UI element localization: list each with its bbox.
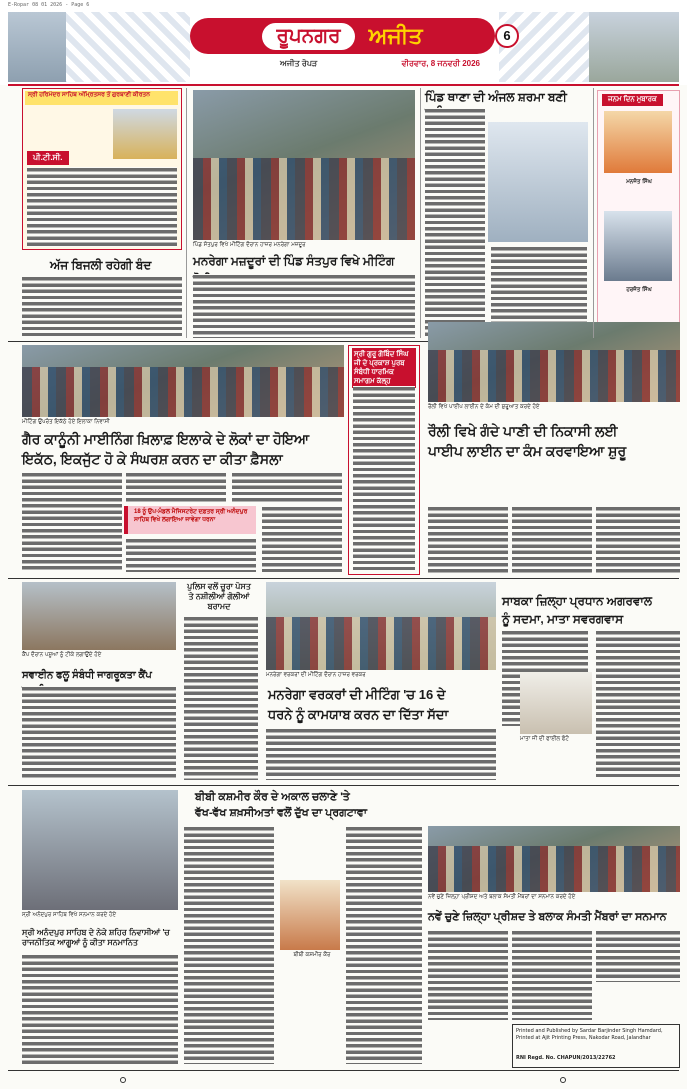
print-info-bar: E-Ropar 08 01 2026 - Page 6 (0, 0, 687, 10)
headline-bibi-kashmir-2: ਵੱਖ-ਵੱਖ ਸ਼ਖ਼ਸੀਅਤਾਂ ਵਲੋਂ ਦੁੱਖ ਦਾ ਪ੍ਰਗਟਾਵਾ (195, 807, 368, 819)
photo-vaccine (22, 582, 176, 650)
body-felicitation (22, 954, 178, 1064)
skyline-image (8, 12, 66, 82)
child-photo-1 (604, 111, 672, 173)
row-divider-2 (8, 578, 679, 579)
imprint-text: Printed and Published by Sardar Barjinder Singh Hamdard, Printed at Ajit Printing Press, Nakodar Road, Jalandhar (516, 1028, 663, 1041)
birthday-title: ਜਨਮ ਦਿਨ ਮੁਬਾਰਕ (602, 94, 663, 106)
col-divider (186, 88, 187, 338)
body-guru-gobind (353, 386, 415, 570)
headline-block-samiti: ਨਵੇਂ ਚੁਣੇ ਜ਼ਿਲ੍ਹਾ ਪ੍ਰੀਸ਼ਦ ਤੇ ਬਲਾਕ ਸੰਮਤੀ ਮੈਂਬਰਾਂ ਦਾ ਸਨਮਾਨ (428, 911, 667, 923)
edition-label: ਅਜੀਤ ਰੋਪੜ (280, 59, 318, 68)
ad-title: ਸ੍ਰੀ ਹਰਿਮੰਦਰ ਸਾਹਿਬ ਅੰਮ੍ਰਿਤਸਰ ਤੋਂ ਗੁਰਬਾਣੀ ਕੀਰਤਨ (25, 91, 178, 105)
imprint-box (512, 1024, 680, 1068)
headline-obituary-2: ਨੂੰ ਸਦਮਾ, ਮਾਤਾ ਸਵਰਗਵਾਸ (502, 612, 624, 626)
headline-guru-gobind: ਸ੍ਰੀ ਗੁਰੂ ਗੋਬਿੰਦ ਸਿੰਘ ਜੀ ਦੇ ਪ੍ਰਕਾਸ਼ ਪੁਰਬ ਸੰਬੰਧੀ ਧਾਰਮਿਕ ਸਮਾਗਮ ਕੱਲ੍ਹ (352, 348, 416, 388)
caption-mining: ਮੀਟਿੰਗ ਉਪਰੰਤ ਇਕੱਠੇ ਹੋਏ ਇਲਾਕਾ ਨਿਵਾਸੀ (22, 419, 110, 425)
body-bibi-col2 (346, 826, 422, 1064)
body-pilot-col1 (425, 108, 485, 338)
registration-mark (120, 1077, 126, 1083)
photo-drain-pipe (428, 322, 680, 402)
headline-mgnrega-dharna-1: ਮਨਰੇਗਾ ਵਰਕਰਾਂ ਦੀ ਮੀਟਿੰਗ 'ਚ 16 ਦੇ (268, 687, 446, 702)
headline-drain-2: ਪਾਈਪ ਲਾਈਨ ਦਾ ਕੰਮ ਕਰਵਾਇਆ ਸ਼ੁਰੂ (428, 443, 627, 459)
body-power-cut (22, 276, 182, 336)
photo-felicitation (22, 790, 178, 910)
child-name-1: ਮਨਜੋਤ ਸਿੰਘ (626, 179, 652, 185)
title-banner (190, 18, 495, 54)
caption-drain-pipe: ਰੌਲੀ ਵਿਖੇ ਪਾਈਪ ਲਾਈਨ ਦੇ ਕੰਮ ਦੀ ਸ਼ੁਰੂਆਤ ਕਰਦੇ ਹੋਏ (428, 404, 540, 410)
headline-pilot: ਪਿੰਡ ਥਾਣਾ ਦੀ ਅੰਜਲ ਸ਼ਰਮਾ ਬਣੀ (425, 90, 567, 104)
photo-mgnrega-dharna (266, 582, 496, 670)
bottom-rule (8, 1070, 679, 1071)
masthead-rule (8, 84, 679, 86)
ptc-ad-box (22, 88, 182, 250)
photo-mgnrega-santpur (193, 90, 415, 240)
body-police (184, 616, 258, 780)
body-drain-col2 (512, 506, 592, 574)
col-divider (593, 88, 594, 338)
guru-gobind-box (348, 345, 420, 575)
headline-mining-1: ਗੈਰ ਕਾਨੂੰਨੀ ਮਾਈਨਿੰਗ ਖ਼ਿਲਾਫ਼ ਇਲਾਕੇ ਦੇ ਲੋਕਾਂ ਦਾ ਹੋਇਆ (22, 431, 310, 447)
photo-mata (520, 672, 592, 734)
headline-mining-2: ਇਕੱਠ, ਇਕਜੁੱਟ ਹੋ ਕੇ ਸੰਘਰਸ਼ ਕਰਨ ਦਾ ਕੀਤਾ ਫ਼ੈਸਲਾ (22, 451, 283, 467)
headline-mgnrega-santpur: ਮਨਰੇਗਾ ਮਜ਼ਦੂਰਾਂ ਦੀ ਪਿੰਡ ਸੰਤਪੁਰ ਵਿਖੇ ਮੀਟਿੰਗ (193, 254, 395, 268)
body-obituary-col2 (596, 630, 680, 780)
headline-vaccine: ਸਵਾਈਨ ਫਲੂ ਸੰਬੰਧੀ ਜਾਗਰੂਕਤਾ ਕੈਂਪ (22, 670, 152, 681)
body-block-col1 (428, 930, 508, 1020)
registration-mark (560, 1077, 566, 1083)
headline-police: ਪੁਲਿਸ ਵਲੋਂ ਚੂਰਾ ਪੋਸਤ ਤੇ ਨਸ਼ੀਲੀਆਂ ਗੋਲੀਆਂ ਬਰਾਮਦ (187, 582, 251, 611)
body-mining-col1 (22, 472, 122, 572)
body-mgnrega-dharna (266, 728, 496, 780)
col-divider (420, 88, 421, 338)
headline-felicitation: ਸ੍ਰੀ ਅਨੰਦਪੁਰ ਸਾਹਿਬ ਦੇ ਨੇਕੇ ਸ਼ਹਿਰ ਨਿਵਾਸੀਆਂ 'ਚ ਰਾਜਨੀਤਿਕ ਆਗੂਆਂ ਨੂੰ ਕੀਤਾ ਸਨਮਾਨਿਤ (22, 928, 170, 947)
headline-obituary-1: ਸਾਬਕਾ ਜ਼ਿਲ੍ਹਾ ਪ੍ਰਧਾਨ ਅਗਰਵਾਲ (502, 594, 652, 608)
body-block-col3 (596, 930, 680, 982)
photo-mining-meeting (22, 345, 344, 417)
ad-body-text (27, 167, 177, 247)
mining-subhead: 18 ਨੂੰ ਉਪ-ਮੰਡਲ ਮੈਜਿਸਟਰੇਟ ਦਫ਼ਤਰ ਸ੍ਰੀ ਅਨੰਦਪੁਰ ਸਾਹਿਬ ਵਿਖੇ ਲਗਾਇਆ ਜਾਵੇਗਾ ਧਰਨਾ (124, 506, 256, 534)
body-mining-col5 (126, 538, 256, 572)
body-mgnrega-santpur (193, 274, 415, 338)
caption-vaccine: ਕੈਂਪ ਦੌਰਾਨ ਪਸ਼ੂਆਂ ਨੂੰ ਟੀਕੇ ਲਗਾਉਂਦੇ ਹੋਏ (22, 652, 102, 658)
caption-mgnrega-dharna: ਮਨਰੇਗਾ ਵਰਕਰਾਂ ਦੀ ਮੀਟਿੰਗ ਦੌਰਾਨ ਹਾਜ਼ਰ ਵਰਕਰ (266, 672, 366, 678)
caption-felicitation: ਸ੍ਰੀ ਅਨੰਦਪੁਰ ਸਾਹਿਬ ਵਿਖੇ ਸਨਮਾਨ ਕਰਦੇ ਹੋਏ (22, 912, 117, 918)
caption-mata: ਮਾਤਾ ਜੀ ਦੀ ਫਾਈਲ ਫੋਟੋ (520, 736, 569, 742)
caption-bibi-kashmir: ਬੀਬੀ ਕਸ਼ਮੀਰ ਕੌਰ (293, 952, 331, 958)
body-block-col2 (512, 930, 592, 1020)
body-bibi-col1 (184, 826, 274, 1064)
row-divider-3 (8, 785, 679, 786)
body-mining-col2 (126, 472, 226, 502)
masthead (0, 10, 687, 85)
paper-name: ਅਜੀਤ (368, 23, 423, 48)
rni-text: RNI Regd. No. CHAPUN/2013/22762 (516, 1055, 616, 1061)
channel-badge: ਪੀ.ਟੀ.ਸੀ. (27, 151, 69, 165)
headline-power-cut: ਅੱਜ ਬਿਜਲੀ ਰਹੇਗੀ ਬੰਦ (50, 258, 152, 272)
photo-bibi-kashmir (280, 880, 340, 950)
body-vaccine (22, 686, 176, 780)
child-photo-2 (604, 211, 672, 281)
masthead-right-decoration (499, 12, 679, 82)
photo-block-samiti (428, 826, 680, 892)
caption-mgnrega-santpur: ਪਿੰਡ ਸੰਤਪੁਰ ਵਿਖੇ ਮੀਟਿੰਗ ਦੌਰਾਨ ਹਾਜ਼ਰ ਮਨਰੇਗਾ ਮਜ਼ਦੂਰ (193, 242, 306, 248)
birthday-box (597, 90, 680, 335)
city-name: ਰੂਪਨਗਰ (262, 23, 354, 50)
photo-pilot (488, 122, 588, 242)
golden-temple-image (113, 109, 177, 159)
city-view-image (589, 12, 679, 82)
date-label: ਵੀਰਵਾਰ, 8 ਜਨਵਰੀ 2026 (401, 59, 480, 68)
child-name-2: ਹਰਜੋਤ ਸਿੰਘ (626, 287, 652, 293)
masthead-left-decoration (8, 12, 190, 82)
caption-block-samiti: ਨਵੇਂ ਚੁਣੇ ਜ਼ਿਲ੍ਹਾ ਪ੍ਰੀਸ਼ਦ ਅਤੇ ਬਲਾਕ ਸੰਮਤੀ ਮੈਂਬਰਾਂ ਦਾ ਸਨਮਾਨ ਕਰਦੇ ਹੋਏ (428, 894, 576, 900)
body-mining-col4 (262, 506, 342, 572)
body-drain-col3 (596, 506, 680, 574)
body-drain-col1 (428, 506, 508, 574)
headline-bibi-kashmir-1: ਬੀਬੀ ਕਸ਼ਮੀਰ ਕੌਰ ਦੇ ਅਕਾਲ ਚਲਾਣੇ 'ਤੇ (195, 791, 350, 803)
body-mining-col3 (232, 472, 342, 502)
headline-mgnrega-dharna-2: ਧਰਨੇ ਨੂੰ ਕਾਮਯਾਬ ਕਰਨ ਦਾ ਦਿੱਤਾ ਸੱਦਾ (268, 707, 449, 722)
headline-drain-1: ਰੌਲੀ ਵਿਖੇ ਗੰਦੇ ਪਾਣੀ ਦੀ ਨਿਕਾਸੀ ਲਈ (428, 423, 618, 439)
dateline (280, 59, 480, 69)
page-number: 6 (495, 24, 519, 48)
